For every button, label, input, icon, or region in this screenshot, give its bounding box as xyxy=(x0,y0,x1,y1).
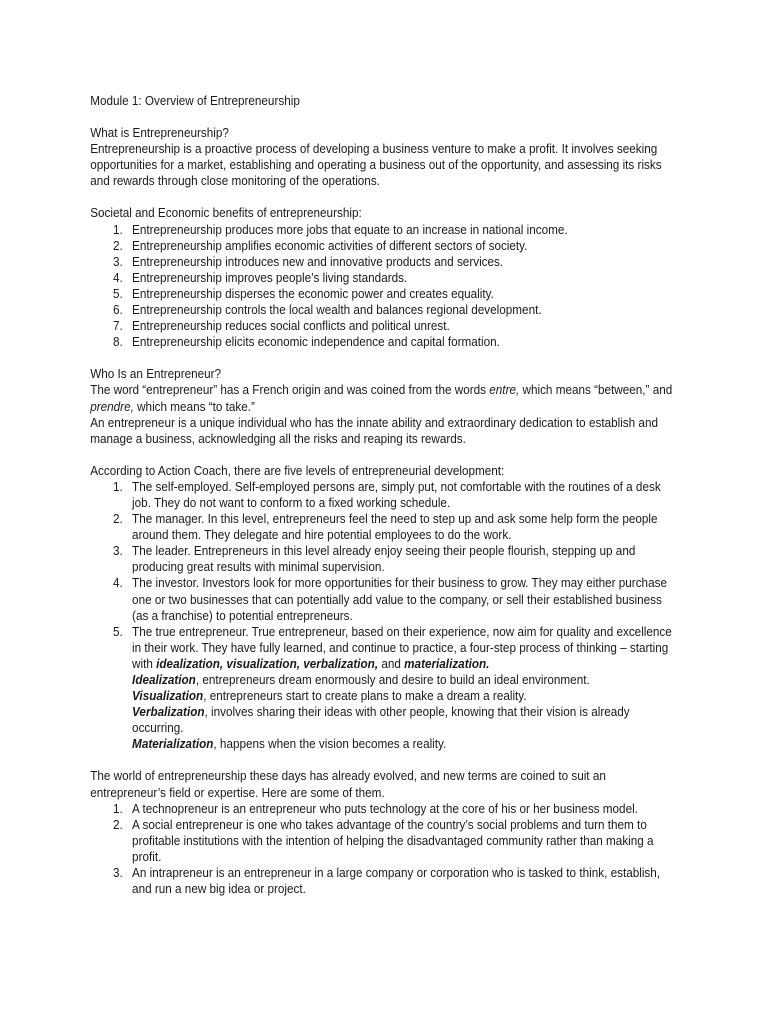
what-is-heading: What is Entrepreneurship? xyxy=(90,126,229,141)
list-item xyxy=(90,222,676,238)
list-item xyxy=(90,254,676,270)
list-text: Entrepreneurship produces more jobs that equate to an increase in national income. xyxy=(132,222,568,237)
definition-paragraph: Entrepreneurship is a proactive process of developing a business venture to make a profit. It involves seeking opportunities for a market, establishing and operating a business out of the opportunity, and assessing its risks and rewards through close monitoring of the operations. xyxy=(90,142,662,189)
definition-verbalization: Verbalization, involves sharing their ideas with other people, knowing that their vision is already occurring. xyxy=(132,705,630,736)
list-item xyxy=(90,334,676,350)
list-text: Entrepreneurship controls the local wealth and balances regional development. xyxy=(132,303,542,318)
benefits-list xyxy=(90,222,676,351)
list-number: 1. xyxy=(112,222,123,237)
definition-materialization: Materialization, happens when the vision becomes a reality. xyxy=(132,737,447,752)
list-item xyxy=(90,479,676,511)
benefits-heading: Societal and Economic benefits of entrepreneurship: xyxy=(90,206,362,221)
list-number: 2. xyxy=(112,512,123,527)
prendre-term: prendre, xyxy=(90,399,134,414)
list-number: 3. xyxy=(112,254,123,269)
list-item xyxy=(90,865,676,897)
who-is-heading: Who Is an Entrepreneur? xyxy=(90,367,222,382)
list-text: Entrepreneurship amplifies economic activities of different sectors of society. xyxy=(132,238,528,253)
document-title: Module 1: Overview of Entrepreneurship xyxy=(90,94,300,108)
list-number: 5. xyxy=(112,624,123,639)
list-number: 8. xyxy=(112,335,123,350)
true-entrepreneur-body xyxy=(132,624,676,753)
etymology-paragraph: The word “entrepreneur” has a French origin and was coined from the words entre, which means “between,” and prendre, which means “to take.” xyxy=(90,383,673,414)
list-item xyxy=(90,511,676,543)
list-number: 4. xyxy=(112,576,123,591)
new-terms-list xyxy=(90,801,676,898)
list-text: A technopreneur is an entrepreneur who puts technology at the core of his or her business model. xyxy=(132,801,638,816)
materialization-bold: materialization. xyxy=(404,656,490,671)
list-item xyxy=(90,801,676,817)
list-text: Entrepreneurship improves people’s living standards. xyxy=(132,270,408,285)
list-text: The leader. Entrepreneurs in this level already enjoy seeing their people flourish, stepping up and producing great results with minimal supervision. xyxy=(132,544,636,575)
list-number: 7. xyxy=(112,319,123,334)
list-text: Entrepreneurship introduces new and innovative products and services. xyxy=(132,254,504,269)
list-text: The manager. In this level, entrepreneurs feel the need to step up and ask some help form the people around them. They delegate and hire potential employees to do the work. xyxy=(132,512,658,543)
list-item xyxy=(90,624,676,753)
definition-idealization: Idealization, entrepreneurs dream enormously and desire to build an ideal environment. xyxy=(132,673,590,687)
entrepreneur-definition: An entrepreneur is a unique individual who has the innate ability and extraordinary dedication to establish and manage a business, acknowledging all the risks and reaping its rewards. xyxy=(90,415,658,446)
list-text: A social entrepreneur is one who takes advantage of the country’s social problems and turn them to profitable institutions with the intention of helping the disadvantaged community rather than making a profit. xyxy=(132,817,654,864)
list-text: Entrepreneurship elicits economic independence and capital formation. xyxy=(132,335,500,350)
list-number: 6. xyxy=(112,303,123,318)
levels-intro: According to Action Coach, there are five levels of entrepreneurial development: xyxy=(90,463,505,478)
list-text: The investor. Investors look for more opportunities for their business to grow. They may either purchase one or two businesses that can potentially add value to the company, or sell their established business (as a franchise) to potential entrepreneurs. xyxy=(132,576,667,623)
list-item xyxy=(90,238,676,254)
list-number: 3. xyxy=(112,544,123,559)
list-item xyxy=(90,286,676,302)
list-item xyxy=(90,318,676,334)
levels-list xyxy=(90,479,676,753)
list-text: An intrapreneur is an entrepreneur in a large company or corporation who is tasked to think, establish, and run a new big idea or project. xyxy=(132,866,661,897)
list-number: 4. xyxy=(112,270,123,285)
steps-bold: idealization, visualization, verbalization, xyxy=(156,656,379,671)
list-text: Entrepreneurship disperses the economic power and creates equality. xyxy=(132,286,494,301)
list-item xyxy=(90,302,676,318)
list-text: The self-employed. Self-employed persons are, simply put, not comfortable with the routines of a desk job. They do not want to conform to a fixed working schedule. xyxy=(132,479,661,510)
list-number: 3. xyxy=(112,866,123,881)
new-terms-intro: The world of entrepreneurship these days has already evolved, and new terms are coined to suit an entrepreneur’s field or expertise. Here are some of them. xyxy=(90,769,606,800)
list-number: 1. xyxy=(112,801,123,816)
definition-visualization: Visualization, entrepreneurs start to create plans to make a dream a reality. xyxy=(132,689,527,704)
entre-term: entre, xyxy=(489,383,520,398)
list-number: 1. xyxy=(112,479,123,494)
list-number: 5. xyxy=(112,286,123,301)
list-number: 2. xyxy=(112,238,123,253)
list-item xyxy=(90,817,676,865)
list-number: 2. xyxy=(112,817,123,832)
document-page xyxy=(90,93,676,897)
list-item xyxy=(90,543,676,575)
list-text: Entrepreneurship reduces social conflicts and political unrest. xyxy=(132,319,450,334)
list-text: The true entrepreneur. True entrepreneur, based on their experience, now aim for quality and excellence in their work. They have fully learned, and continue to practice, a four-step process of thinking – starting with idealization, visualization, verbalization, and materialization. xyxy=(132,624,672,671)
list-item xyxy=(90,575,676,623)
list-item xyxy=(90,270,676,286)
